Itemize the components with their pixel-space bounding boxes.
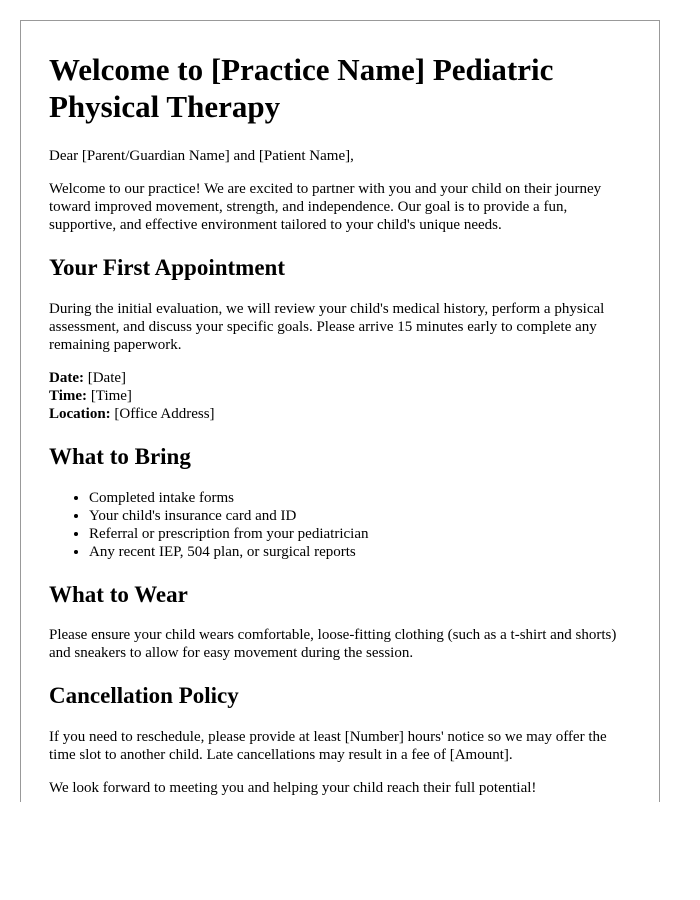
what-to-wear-heading: What to Wear [49, 581, 188, 607]
time-label: Time: [49, 387, 88, 404]
salutation: Dear [Parent/Guardian Name] and [Patient Name], [49, 148, 354, 165]
page-title: Welcome to [Practice Name] Pediatric Physical Therapy [49, 52, 554, 125]
letter-page [20, 20, 660, 802]
what-to-wear-body: Please ensure your child wears comfortable, loose-fitting clothing (such as a t-shirt and shorts) and sneakers to allow for easy movement during the session. [49, 627, 617, 662]
location-label: Location: [49, 405, 111, 422]
cancellation-body: If you need to reschedule, please provide at least [Number] hours' notice so we may offer the time slot to another child. Late cancellations may result in a fee of [Amount]. [49, 728, 607, 763]
bring-list [49, 489, 631, 561]
first-appointment-heading: Your First Appointment [49, 255, 285, 281]
cancellation-heading: Cancellation Policy [49, 683, 239, 709]
what-to-bring-heading: What to Bring [49, 443, 191, 469]
appointment-location [49, 405, 631, 423]
list-item: • Any recent IEP, 504 plan, or surgical reports [89, 543, 631, 561]
list-item: • Your child's insurance card and ID [89, 507, 631, 525]
intro-paragraph: Welcome to our practice! We are excited to partner with you and your child on their journey toward improved movement, strength, and independence. Our goal is to provide a fun, supportive, and effective environment tailored to your child's unique needs. [49, 181, 602, 234]
location-value: [Office Address] [110, 405, 215, 422]
appointment-details [49, 369, 631, 423]
time-value: [Time] [87, 387, 132, 404]
list-item: • Referral or prescription from your pediatrician [89, 525, 631, 543]
date-label: Date: [49, 369, 84, 386]
first-appointment-body: During the initial evaluation, we will review your child's medical history, perform a physical assessment, and discuss your specific goals. Please arrive 15 minutes early to complete any remaining paperwork. [49, 300, 605, 353]
list-item: • Completed intake forms [89, 489, 631, 507]
date-value: [Date] [83, 369, 127, 386]
appointment-time [49, 387, 631, 405]
closing-paragraph: We look forward to meeting you and helping your child reach their full potential! [49, 779, 537, 796]
appointment-date [49, 369, 631, 387]
